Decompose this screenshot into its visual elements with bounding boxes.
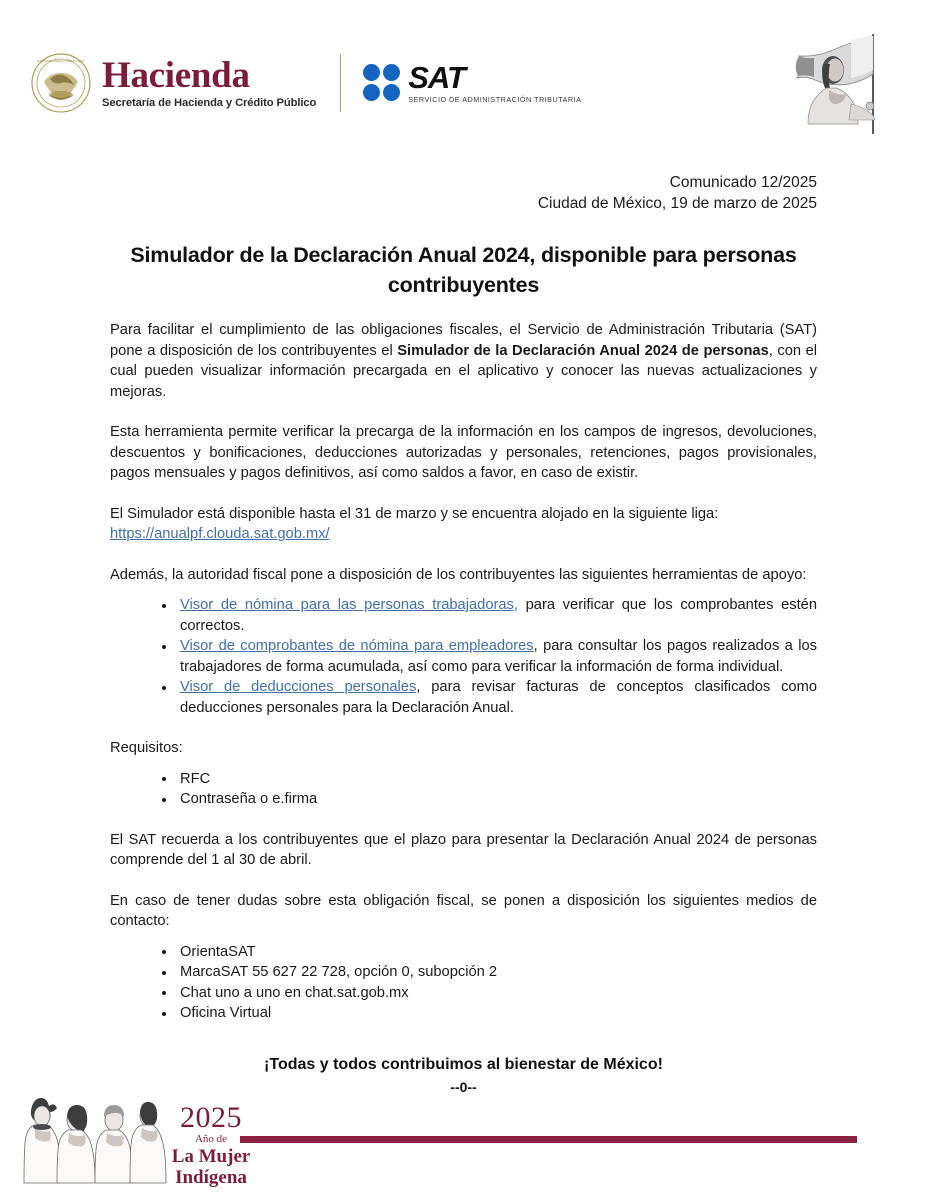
paragraph-deadline: El SAT recuerda a los contribuyentes que el plazo para presentar la Declaración Anual 2024 de personas comprende del 1 al 30 de abril. [110, 831, 817, 868]
hacienda-subtitle: Secretaría de Hacienda y Crédito Público [102, 97, 317, 109]
year-of-indigenous-woman-lockup [168, 1103, 254, 1188]
list-item: Chat uno a uno en chat.sat.gob.mx [160, 983, 817, 1004]
svg-text:ESTADOS UNIDOS MEXICANOS: ESTADOS UNIDOS MEXICANOS [37, 59, 85, 63]
visor-comprobantes-empleadores-link[interactable]: Visor de comprobantes de nómina para empleadores [180, 638, 534, 654]
paragraph-availability [110, 504, 817, 545]
list-item: OrientaSAT [160, 942, 817, 963]
paragraph-intro [110, 320, 817, 402]
list-item-text: , para consultar los pagos realizados a los trabajadores de forma acumulada, así como para verificar la información de forma individual. [180, 638, 817, 675]
footer-line-2: Indígena [175, 1167, 247, 1188]
mexico-coat-of-arms-icon [30, 52, 92, 114]
four-indigenous-women-illustration [22, 1092, 172, 1192]
list-item: Contraseña o e.firma [160, 789, 817, 810]
hacienda-title: Hacienda [102, 55, 250, 96]
list-item-text: , para revisar facturas de conceptos clasificados como deducciones personales para la Declaración Anual. [180, 679, 817, 716]
document-body [110, 0, 817, 1096]
sat-subtitle: SERVICIO DE ADMINISTRACIÓN TRIBUTARIA [408, 94, 582, 104]
list-item [160, 677, 817, 718]
footer-ano-de: Año de [194, 1133, 228, 1145]
paragraph-intro-part2: , con el cual pueden visualizar información precargada en el aplicativo y conocer las nuevas actualizaciones y mejoras. [110, 342, 818, 400]
list-item-text: para verificar que los comprobantes estén correctos. [180, 597, 817, 634]
paragraph-availability-text: El Simulador está disponible hasta el 31 de marzo y se encuentra alojado en la siguiente liga: [110, 505, 719, 522]
contact-list [110, 942, 817, 1024]
requisitos-label: Requisitos: [110, 740, 183, 756]
paragraph-support-tools-intro: Además, la autoridad fiscal pone a disposición de los contribuyentes las siguientes herramientas de apoyo: [110, 566, 807, 583]
simulator-url-link[interactable]: https://anualpf.clouda.sat.gob.mx/ [110, 526, 330, 542]
visor-nomina-trabajadores-link[interactable]: Visor de nómina para las personas trabajadoras, [180, 597, 518, 613]
paragraph-tool-description: Esta herramienta permite verificar la precarga de la información en los campos de ingresos, devoluciones, descuentos y bonificaciones, deducciones autorizadas y personales, retenciones, pagos provisionales, pagos mensuales y pagos definitivos, así como saldos a favor, en caso de existir. [110, 424, 817, 481]
closing-dashes: --0-- [450, 1078, 477, 1095]
communique-number: Comunicado 12/2025 [669, 174, 817, 191]
footer-rule [240, 1136, 857, 1143]
paragraph-intro-bold: Simulador de la Declaración Anual 2024 de personas [397, 342, 769, 359]
footer-line-1: La Mujer [171, 1146, 251, 1167]
support-tools-list [110, 595, 817, 718]
list-item: Oficina Virtual [160, 1003, 817, 1024]
requisitos-list [110, 769, 817, 810]
list-item [160, 595, 817, 636]
list-item: RFC [160, 769, 817, 790]
list-item: MarcaSAT 55 627 22 728, opción 0, subopción 2 [160, 962, 817, 983]
sat-title: SAT [408, 59, 465, 95]
footer-year: 2025 [180, 1101, 242, 1134]
paragraph-contact-intro: En caso de tener dudas sobre esta obligación fiscal, se ponen a disposición los siguientes medios de contacto: [110, 892, 817, 929]
communique-place-date: Ciudad de México, 19 de marzo de 2025 [537, 195, 817, 212]
closing-slogan: ¡Todas y todos contribuimos al bienestar de México! [264, 1055, 663, 1073]
page-title: Simulador de la Declaración Anual 2024, disponible para personas contribuyentes [130, 243, 797, 297]
paragraph-intro-part1: Para facilitar el cumplimiento de las obligaciones fiscales, el Servicio de Administración Tributaria (SAT) pone a disposición de los contribuyentes el [110, 322, 817, 359]
list-item [160, 636, 817, 677]
communique-meta [110, 172, 817, 214]
visor-deducciones-personales-link[interactable]: Visor de deducciones personales [180, 679, 417, 695]
document-footer [0, 1080, 927, 1200]
